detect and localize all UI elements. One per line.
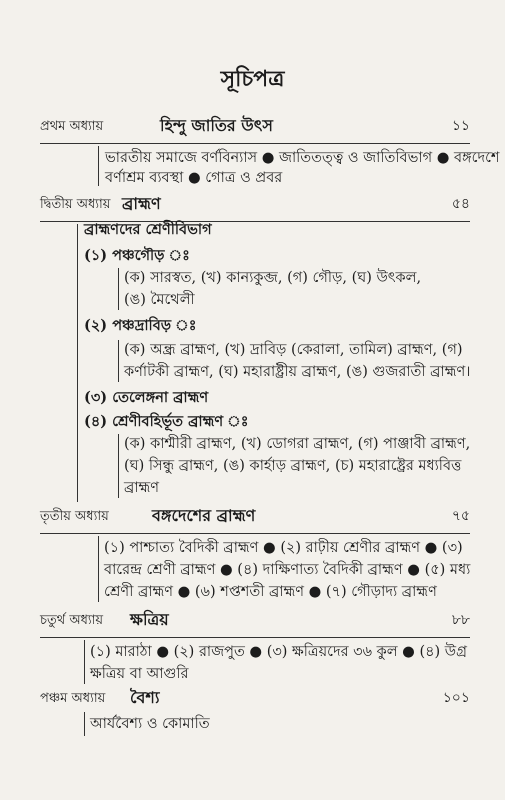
divider: [77, 224, 78, 502]
section-heading: (৩) তেলেঙ্গনা ব্রাহ্মণ: [84, 389, 209, 406]
chapter-line: বর্ণাশ্রম ব্যবস্থা ● গোত্র ও প্রবর: [105, 170, 283, 186]
divider: [98, 146, 99, 186]
divider: [40, 143, 470, 144]
chapter-label: পঞ্চম অধ্যায়: [40, 691, 106, 706]
chapter-line: ভারতীয় সমাজে বর্ণবিন্যাস ● জাতিতত্ত্ব ও জাতিবিভাগ ● বঙ্গদেশে: [105, 150, 500, 166]
divider: [118, 434, 119, 498]
chapter-3-heading: [40, 508, 470, 530]
chapter-5-heading: [40, 690, 470, 712]
chapter-line: (১) মারাঠা ● (২) রাজপুত ● (৩) ক্ষত্রিয়দের ৩৬ কুল ● (৪) উগ্র: [90, 644, 467, 660]
chapter-line: আর্যবৈশ্য ও কোমাতি: [90, 716, 210, 732]
chapter-page-number: ১১: [451, 118, 470, 134]
divider: [98, 536, 99, 602]
section-line: (ঙ) মৈথেলী: [124, 292, 195, 308]
chapter-4-heading: [40, 612, 470, 634]
chapter-line: বারেন্দ্র শ্রেণী ব্রাহ্মণ ● (৪) দাক্ষিণাত্য বৈদিকী ব্রাহ্মণ ● (৫) মধ্য: [104, 562, 471, 578]
section-line: (ক) অন্ধ্র ব্রাহ্মণ, (খ) দ্রাবিড় (কেরালা, তামিল) ব্রাহ্মণ, (গ): [124, 342, 463, 358]
section-line: (ক) সারস্বত, (খ) কান্যকুব্জ, (গ) গৌড়, (ঘ) উৎকল,: [124, 270, 422, 286]
chapter-title: বৈশ্য: [130, 688, 160, 707]
chapter-page-number: ১০১: [442, 690, 470, 706]
chapter-label: দ্বিতীয় অধ্যায়: [40, 197, 111, 212]
chapter-2-heading: [40, 196, 470, 218]
section-heading: (২) পঞ্চদ্রাবিড় ঃ: [84, 317, 197, 334]
chapter-1-heading: [40, 118, 470, 140]
chapter-label: চতুর্থ অধ্যায়: [40, 613, 104, 628]
chapter-line: (১) পাশ্চাত্য বৈদিকী ব্রাহ্মণ ● (২) রাঢ়ীয় শ্রেণীর ব্রাহ্মণ ● (৩): [104, 540, 463, 556]
chapter-title: ক্ষত্রিয়: [130, 610, 169, 629]
section-line: কর্ণাটকী ব্রাহ্মণ, (ঘ) মহারাষ্ট্রীয় ব্রাহ্মণ, (ঙ) গুজরাতী ব্রাহ্মণ।: [124, 364, 471, 380]
divider: [84, 640, 85, 684]
section-heading: (১) পঞ্চগৌড় ঃ: [84, 247, 190, 264]
section-line: ব্রাহ্মণ: [124, 480, 160, 496]
divider: [40, 533, 470, 534]
chapter-page-number: ৭৫: [451, 508, 470, 524]
chapter-page-number: ৫৪: [451, 196, 470, 212]
chapter-line: ক্ষত্রিয় বা আগুরি: [90, 666, 189, 682]
divider: [84, 712, 85, 736]
divider: [118, 268, 119, 310]
chapter-title: বঙ্গদেশের ব্রাহ্মণ: [152, 506, 256, 525]
chapter-title: হিন্দু জাতির উৎস: [160, 116, 273, 135]
chapter-label: তৃতীয় অধ্যায়: [40, 509, 109, 524]
chapter-line: শ্রেণী ব্রাহ্মণ ● (৬) শপ্তশতী ব্রাহ্মণ ● (৭) গৌড়াদ্য ব্রাহ্মণ: [104, 584, 437, 600]
section-line: (ঘ) সিন্ধু ব্রাহ্মণ, (ঙ) কার্হাড় ব্রাহ্মণ, (চ) মহারাষ্ট্রের মধ্যবিত্ত: [124, 458, 462, 474]
section-heading: (৪) শ্রেণীবহির্ভূত ব্রাহ্মণ ঃ: [84, 413, 249, 430]
chapter-title: ব্রাহ্মণ: [122, 194, 161, 213]
chapter-subtitle: ব্রাহ্মণদের শ্রেণীবিভাগ: [84, 221, 212, 238]
divider: [118, 340, 119, 382]
section-line: (ক) কাশ্মীরী ব্রাহ্মণ, (খ) ডোগরা ব্রাহ্মণ, (গ) পাঞ্জাবী ব্রাহ্মণ,: [124, 436, 471, 452]
chapter-page-number: ৮৮: [451, 612, 470, 628]
divider: [40, 637, 470, 638]
chapter-label: প্রথম অধ্যায়: [40, 119, 104, 134]
page-title: সূচিপত্র: [220, 66, 285, 92]
